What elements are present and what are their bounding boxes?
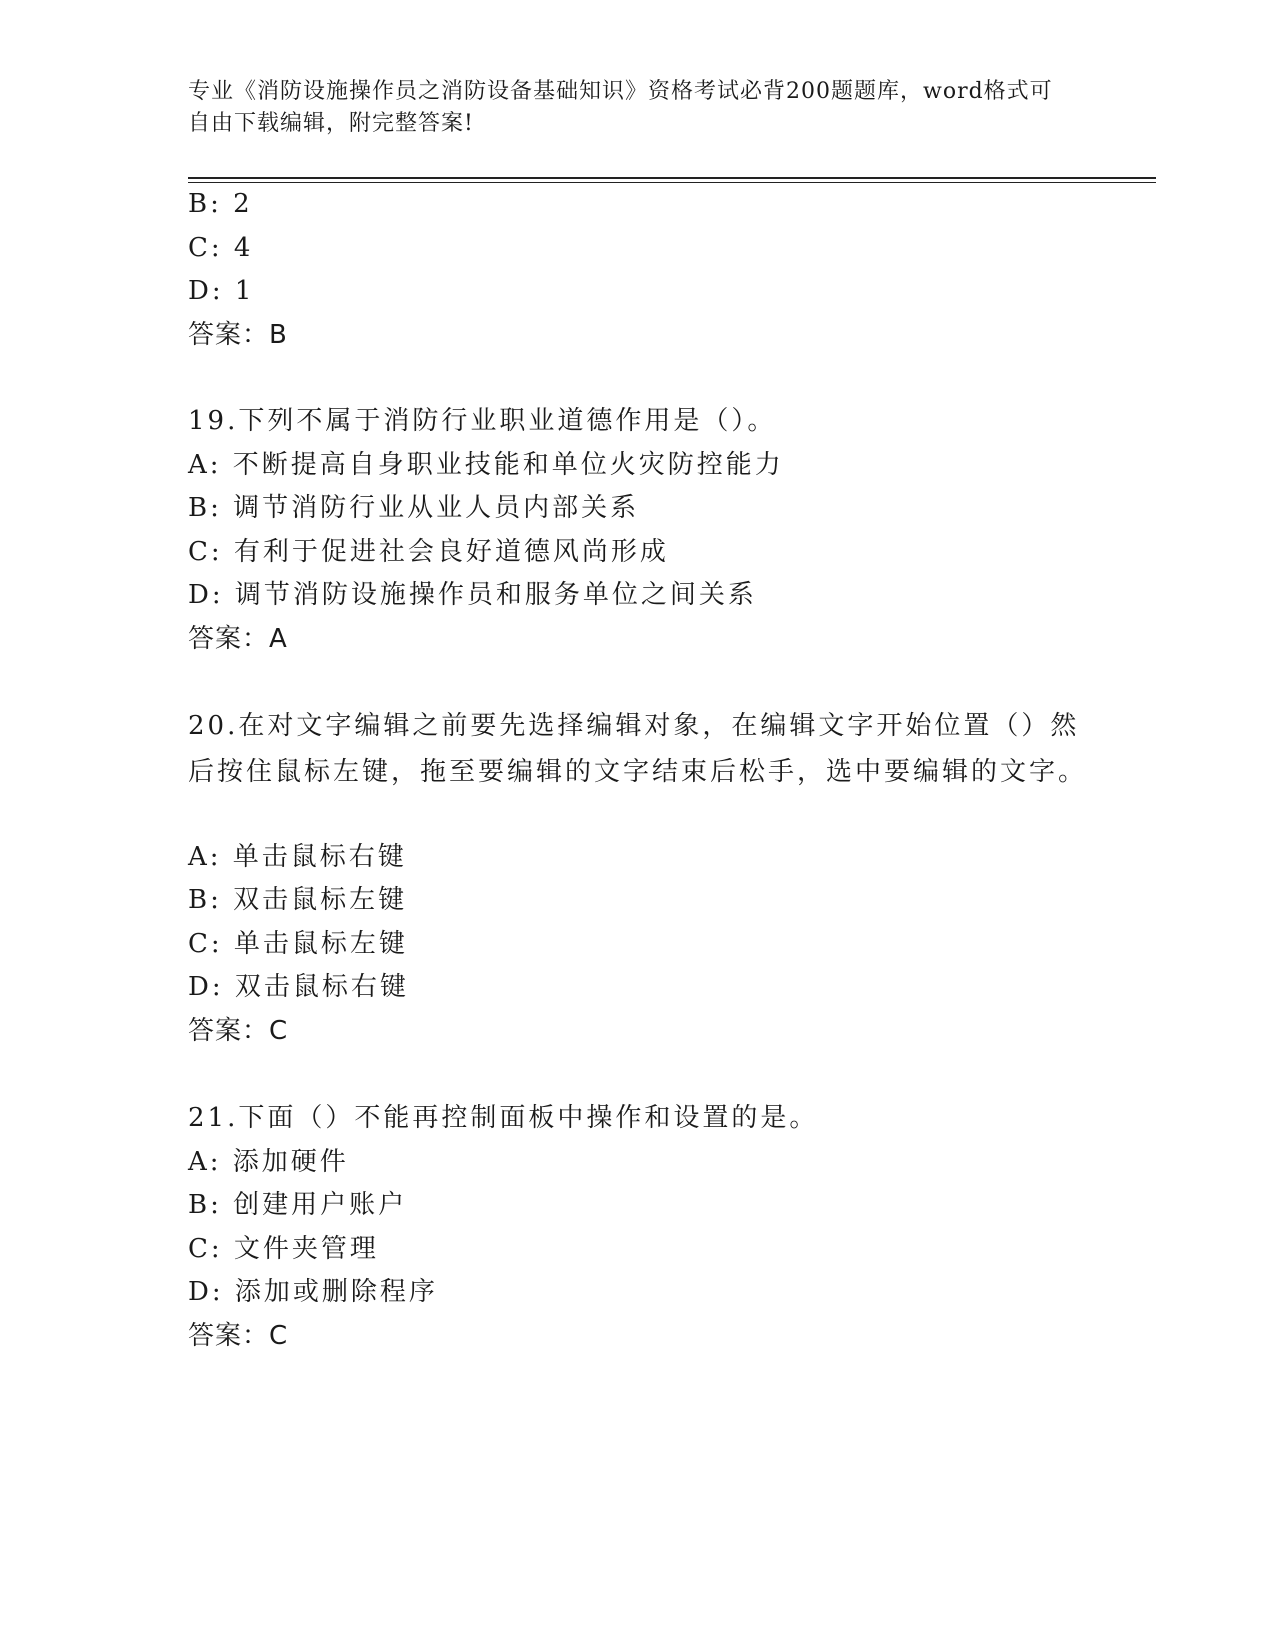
option-a: A: 不断提高自身职业技能和单位火灾防控能力 [188, 450, 784, 480]
option-b: B: 双击鼠标左键 [188, 885, 408, 915]
answer-line: 答案：C [188, 1321, 289, 1351]
question-stem-20: 20.在对文字编辑之前要先选择编辑对象，在编辑文字开始位置（）然后按住鼠标左键，拖至要编辑的文字结束后松手，选中要编辑的文字。 [188, 711, 1088, 787]
option-b: B: 创建用户账户 [188, 1190, 408, 1220]
question-stem-19: 19.下列不属于消防行业职业道德作用是（）。 [188, 406, 777, 436]
question-stem-21: 21.下面（）不能再控制面板中操作和设置的是。 [188, 1103, 819, 1133]
option-a: A: 添加硬件 [188, 1147, 349, 1177]
answer-line: 答案：B [188, 320, 288, 350]
option-b: B: 调节消防行业从业人员内部关系 [188, 493, 640, 523]
option-d: D: 调节消防设施操作员和服务单位之间关系 [188, 580, 757, 610]
option-c: C: 4 [188, 233, 254, 263]
option-b: B: 2 [188, 189, 253, 219]
answer-line: 答案：C [188, 1016, 289, 1046]
option-c: C: 有利于促进社会良好道德风尚形成 [188, 537, 669, 567]
option-d: D: 1 [188, 276, 255, 306]
option-c: C: 单击鼠标左键 [188, 929, 408, 959]
answer-line: 答案：A [188, 624, 288, 654]
header-rule-thin [188, 182, 1156, 183]
document-header: 专业《消防设施操作员之消防设备基础知识》资格考试必背200题题库，word格式可自由下载编辑，附完整答案! [188, 79, 1053, 136]
option-c: C: 文件夹管理 [188, 1234, 379, 1264]
option-d: D: 双击鼠标右键 [188, 972, 409, 1002]
option-d: D: 添加或删除程序 [188, 1277, 438, 1307]
header-rule-thick [188, 177, 1156, 179]
option-a: A: 单击鼠标右键 [188, 842, 407, 872]
